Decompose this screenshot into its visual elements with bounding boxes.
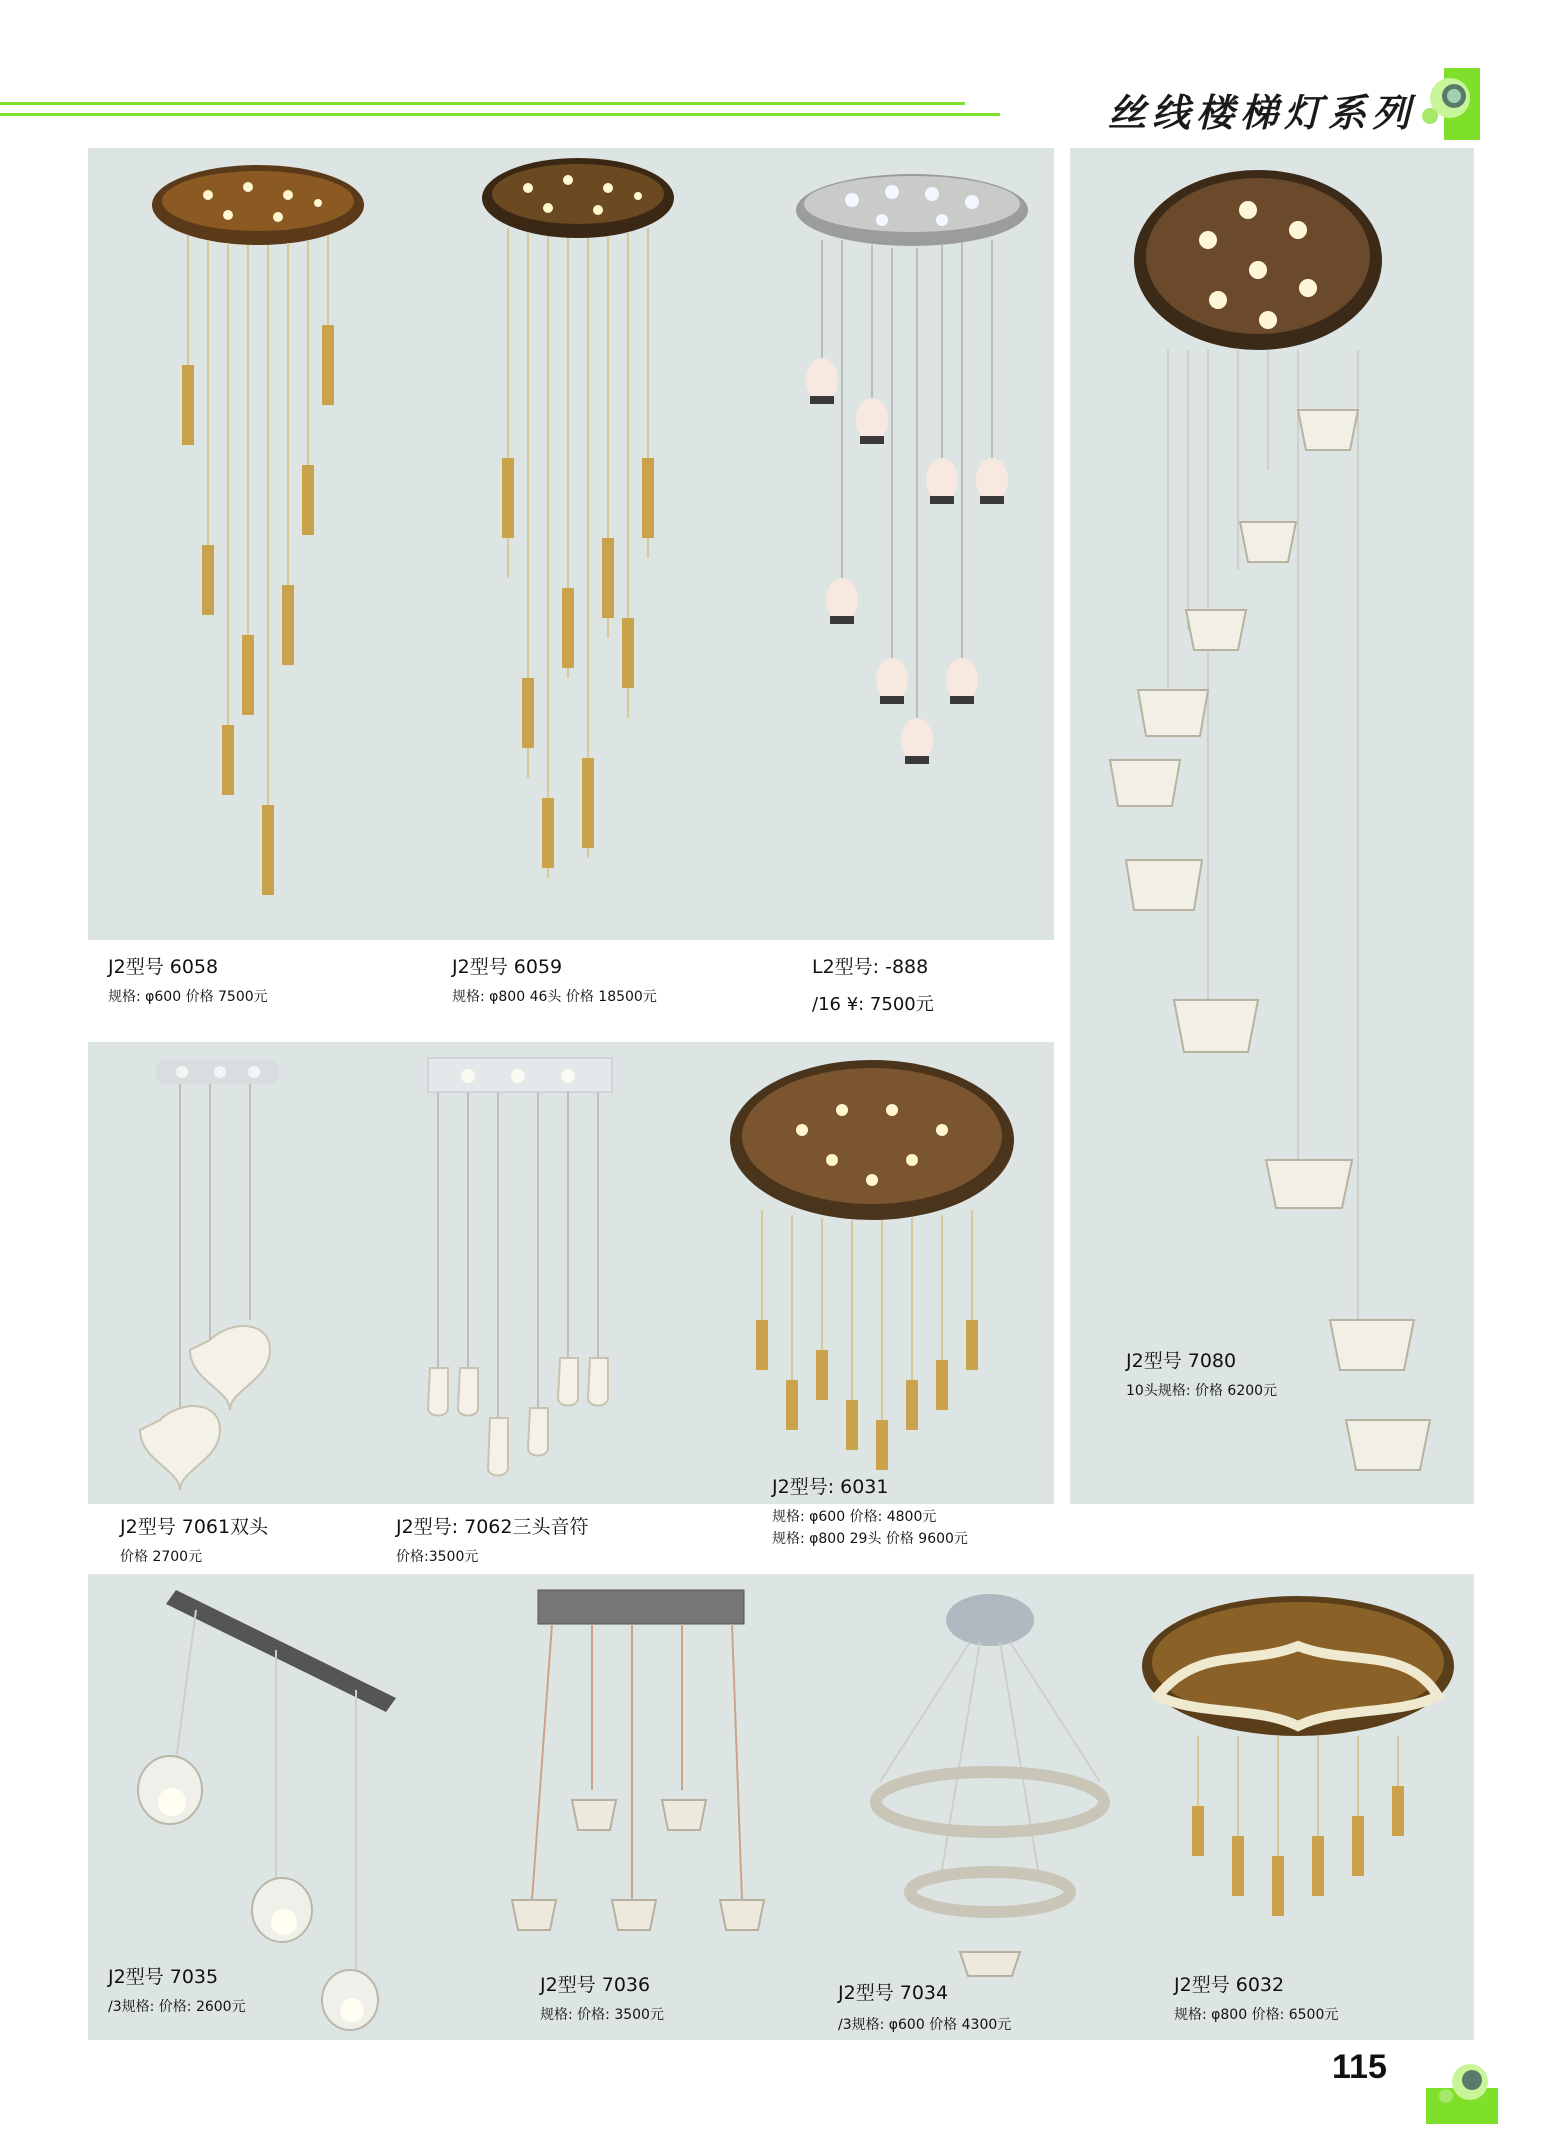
header-rule-bottom	[0, 113, 1000, 116]
product-image-6031	[722, 1060, 1022, 1480]
product-model-7035: J2型号 7035	[108, 1966, 219, 1988]
product-model-6058: J2型号 6058	[108, 956, 219, 978]
product-image-6058	[148, 165, 368, 925]
product-model-6031: J2型号: 6031	[772, 1476, 889, 1498]
product-spec-7062: 价格:3500元	[396, 1549, 479, 1565]
circle-deco-icon	[1408, 68, 1480, 140]
product-model-7034: J2型号 7034	[838, 1982, 949, 2004]
product-spec-7061: 价格 2700元	[120, 1549, 203, 1565]
product-model-888: L2型号: -888	[812, 956, 929, 978]
product-spec-888: /16 ¥: 7500元	[812, 994, 934, 1015]
product-model-7061: J2型号 7061双头	[120, 1516, 269, 1538]
product-spec-6059: 规格: φ800 46头 价格 18500元	[452, 989, 657, 1005]
product-spec-7035: /3规格: 价格: 2600元	[108, 1999, 246, 2015]
series-title: 丝线楼梯灯系列	[1108, 90, 1417, 135]
header-rule-top	[0, 102, 965, 105]
circle-deco-footer-icon	[1426, 2052, 1498, 2124]
product-image-7080	[1108, 170, 1448, 1490]
product-spec-6058: 规格: φ600 价格 7500元	[108, 989, 268, 1005]
product-image-6059	[478, 158, 678, 918]
product-spec-6031-a: 规格: φ600 价格: 4800元	[772, 1509, 937, 1525]
product-image-888	[792, 170, 1032, 930]
page-number: 115	[1332, 2048, 1387, 2086]
product-spec-7036: 规格: 价格: 3500元	[540, 2007, 664, 2023]
product-image-7061	[150, 1060, 290, 1480]
product-model-7036: J2型号 7036	[540, 1974, 651, 1996]
product-image-6032	[1138, 1596, 1458, 1936]
product-image-7036	[502, 1590, 792, 1960]
product-model-6059: J2型号 6059	[452, 956, 563, 978]
product-image-7062	[418, 1058, 628, 1478]
product-model-6032: J2型号 6032	[1174, 1974, 1285, 1996]
product-spec-6032: 规格: φ800 价格: 6500元	[1174, 2007, 1339, 2023]
product-spec-7034: /3规格: φ600 价格 4300元	[838, 2017, 1012, 2033]
product-spec-7080: 10头规格: 价格 6200元	[1126, 1383, 1278, 1399]
product-model-7062: J2型号: 7062三头音符	[396, 1516, 589, 1538]
product-spec-6031-b: 规格: φ800 29头 价格 9600元	[772, 1531, 968, 1547]
product-image-7034	[870, 1592, 1110, 1992]
product-model-7080: J2型号 7080	[1126, 1350, 1237, 1372]
